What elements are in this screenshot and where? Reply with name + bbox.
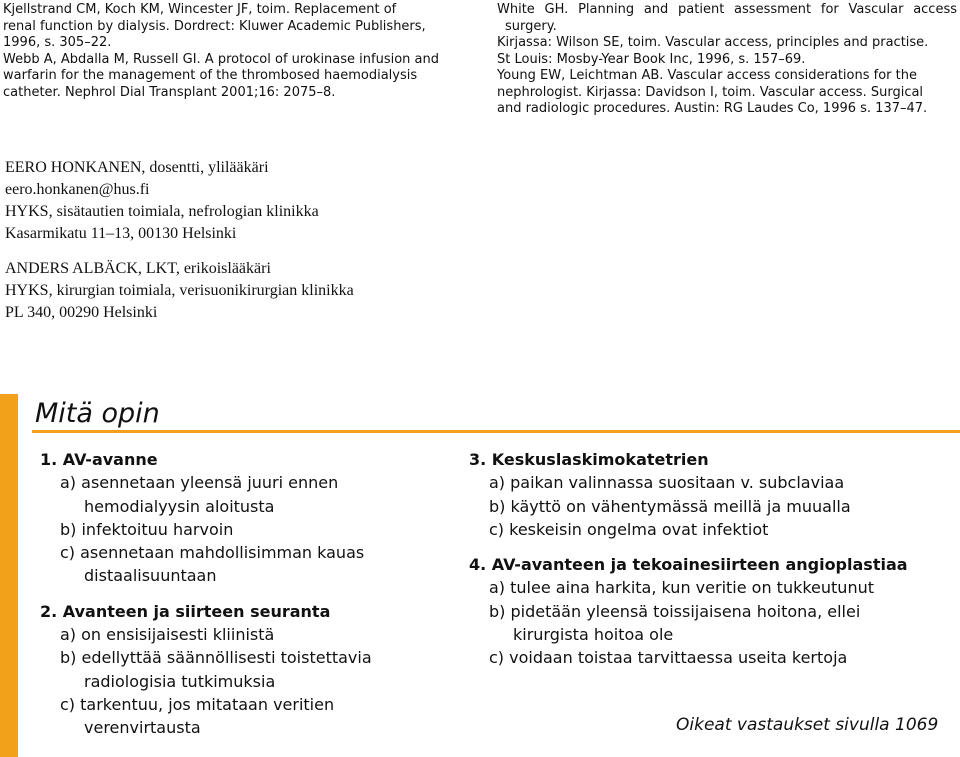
answers-note: Oikeat vastaukset sivulla 1069	[676, 715, 939, 735]
option-line: hemodialyysin aloitusta	[84, 496, 275, 516]
reference-entry	[497, 68, 957, 118]
answer-option	[40, 541, 440, 588]
option-line: b) pidetään yleensä toissijaisena hoitona, ellei	[489, 601, 861, 621]
quiz-title-rule	[32, 430, 960, 433]
option-line: b) käyttö on vähentymässä meillä ja muualla	[489, 496, 851, 516]
answer-option	[40, 693, 440, 740]
author-info	[5, 157, 565, 337]
question-heading: 1. AV-avanne	[40, 450, 158, 469]
quiz-question	[469, 448, 939, 541]
reference-line: Kjellstrand CM, Koch KM, Wincester JF, toim. Replacement of	[3, 2, 397, 17]
author-line: eero.honkanen@hus.fi	[5, 181, 150, 198]
answer-option	[40, 623, 440, 646]
option-line: c) asennetaan mahdollisimman kauas	[60, 543, 365, 563]
answer-option	[469, 518, 939, 541]
option-line: a) asennetaan yleensä juuri ennen	[60, 473, 339, 493]
author-line: HYKS, kirurgian toimiala, verisuonikirurgian klinikka	[5, 282, 354, 299]
reference-line: Young EW, Leichtman AB. Vascular access considerations for the	[497, 68, 917, 83]
author-line: HYKS, sisätautien toimiala, nefrologian klinikka	[5, 203, 319, 220]
option-line: c) voidaan toistaa tarvittaessa useita kertoja	[489, 648, 848, 668]
question-heading: 3. Keskuslaskimokatetrien	[469, 450, 709, 469]
option-line: b) edellyttää säännöllisesti toistettavia	[60, 648, 372, 668]
quiz-accent-bar	[0, 394, 18, 757]
option-line: radiologisia tutkimuksia	[84, 671, 276, 691]
option-line: c) keskeisin ongelma ovat infektiot	[489, 519, 769, 539]
question-heading: 4. AV-avanteen ja tekoainesiirteen angioplastiaa	[469, 555, 908, 575]
quiz-question	[40, 448, 440, 588]
option-line: kirurgista hoitoa ole	[513, 625, 674, 645]
answer-option	[469, 495, 939, 518]
author-line: ANDERS ALBÄCK, LKT, erikoislääkäri	[5, 260, 271, 277]
reference-entry	[497, 2, 957, 68]
reference-entry	[3, 2, 469, 52]
reference-line: 1996, s. 305–22.	[3, 35, 112, 50]
author-block	[5, 157, 565, 245]
reference-entry	[3, 52, 469, 102]
answer-option	[40, 646, 440, 693]
author-line: EERO HONKANEN, dosentti, ylilääkäri	[5, 159, 269, 176]
reference-line: Webb A, Abdalla M, Russell GI. A protocol of urokinase infusion and	[3, 51, 439, 67]
author-line: PL 340, 00290 Helsinki	[5, 304, 158, 321]
reference-line: renal function by dialysis. Dordrect: Kluwer Academic Publishers,	[3, 18, 426, 34]
answer-option	[469, 600, 939, 647]
option-line: a) tulee aina harkita, kun veritie on tukkeutunut	[489, 578, 874, 598]
question-heading: 2. Avanteen ja siirteen seuranta	[40, 601, 331, 621]
quiz-question	[469, 553, 939, 669]
author-line: Kasarmikatu 11–13, 00130 Helsinki	[5, 225, 237, 242]
option-line: distaalisuuntaan	[84, 566, 217, 586]
reference-line: warfarin for the management of the thrombosed haemodialysis	[3, 68, 418, 83]
reference-line: St Louis: Mosby-Year Book Inc, 1996, s. 157–69.	[497, 51, 806, 67]
answer-option	[469, 576, 939, 599]
references-right	[497, 2, 957, 118]
author-block	[5, 258, 565, 324]
reference-line: nephrologist. Kirjassa: Davidson I, toim. Vascular access. Surgical	[497, 84, 924, 100]
answer-option	[469, 471, 939, 494]
references-left	[3, 2, 469, 101]
option-line: a) paikan valinnassa suositaan v. subclaviaa	[489, 473, 845, 493]
option-line: c) tarkentuu, jos mitataan veritien	[60, 694, 335, 714]
answer-option	[40, 471, 440, 518]
reference-line: catheter. Nephrol Dial Transplant 2001;16: 2075–8.	[3, 84, 336, 100]
option-line: verenvirtausta	[84, 718, 201, 738]
reference-line: and radiologic procedures. Austin: RG Laudes Co, 1996 s. 137–47.	[497, 101, 928, 116]
answer-option	[469, 646, 939, 669]
answer-option	[40, 518, 440, 541]
option-line: b) infektoituu harvoin	[60, 519, 234, 539]
reference-line: Kirjassa: Wilson SE, toim. Vascular access, principles and practise.	[497, 35, 929, 50]
quiz-questions-right	[469, 448, 939, 682]
reference-line: White GH. Planning and patient assessment for Vascular access surgery.	[497, 2, 957, 34]
quiz-title: Mitä opin	[35, 398, 160, 429]
quiz-question	[40, 600, 440, 740]
quiz-questions-left	[40, 448, 440, 752]
option-line: a) on ensisijaisesti kliinistä	[60, 625, 275, 645]
